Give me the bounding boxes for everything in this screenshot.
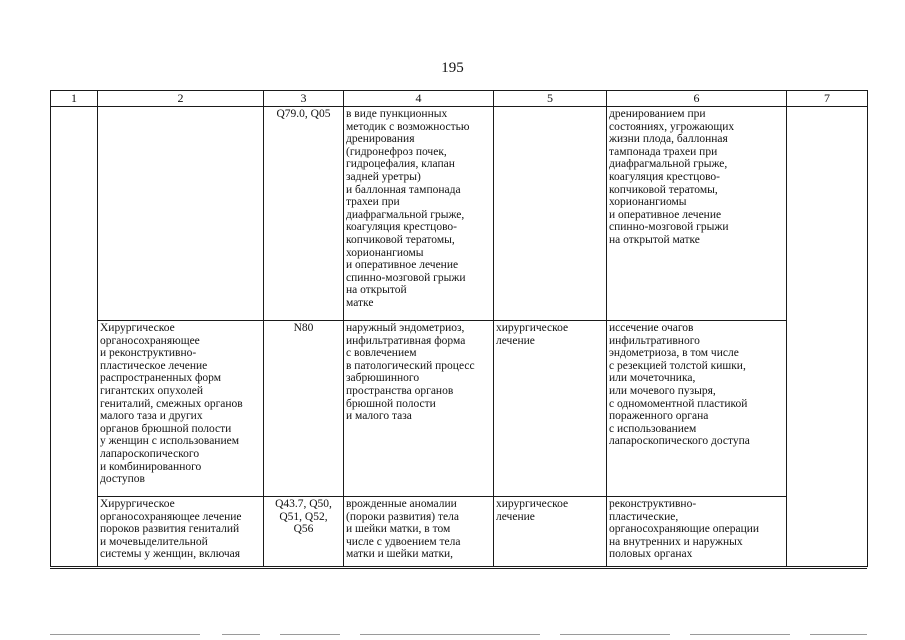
column-header-1: 1 xyxy=(51,91,98,107)
patient-model-cell: врожденные аномалии (пороки развития) тела и шейки матки, в том числе с удвоением тела матки и шейки матки, xyxy=(344,497,494,567)
treatment-group-cell: Хирургическое органосохраняющее и реконструктивно- пластическое лечение распространенных форм гигантских опухолей гениталий, смежных органов малого таза и других органов брюшной полости у женщин с использованием лапароскопического и комбинированного доступов xyxy=(98,321,264,497)
footer-rule xyxy=(360,634,540,635)
services-table xyxy=(50,90,868,567)
treatment-type-cell xyxy=(494,107,607,321)
footer-rule xyxy=(810,634,867,635)
footer-rule xyxy=(50,634,200,635)
column-header-5: 5 xyxy=(494,91,607,107)
patient-model-cell: в виде пункционных методик с возможностью дренирования (гидронефроз почек, гидроцефалия, клапан задней уретры) и баллонная тампонада трахеи при диафрагмальной грыже, коагуляция крестцово- копчиковой тератомы, хорионангиомы и оперативное лечение спинно-мозговой грыжи на открытой матке xyxy=(344,107,494,321)
icd-code-cell: N80 xyxy=(264,321,344,497)
treatment-method-cell: иссечение очагов инфильтративного эндометриоза, в том числе с резекцией толстой кишки, или мочеточника, или мочевого пузыря, с одномоментной пластикой пораженного органа с использованием лапароскопического доступа xyxy=(607,321,787,497)
treatment-group-cell: Хирургическое органосохраняющее лечение пороков развития гениталий и мочевыделительной системы у женщин, включая xyxy=(98,497,264,567)
column-header-4: 4 xyxy=(344,91,494,107)
cost-cell xyxy=(787,107,868,567)
treatment-type-cell: хирургическое лечение xyxy=(494,321,607,497)
icd-code-cell: Q79.0, Q05 xyxy=(264,107,344,321)
footer-rule xyxy=(690,634,790,635)
treatment-type-cell: хирургическое лечение xyxy=(494,497,607,567)
column-header-3: 3 xyxy=(264,91,344,107)
column-header-2: 2 xyxy=(98,91,264,107)
treatment-method-cell: реконструктивно- пластические, органосохраняющие операции на внутренних и наружных половых органах xyxy=(607,497,787,567)
table-row xyxy=(51,321,868,497)
footer-rule xyxy=(560,634,670,635)
row-number-cell xyxy=(51,107,98,567)
column-header-6: 6 xyxy=(607,91,787,107)
treatment-method-cell: дренированием при состояниях, угрожающих жизни плода, баллонная тампонада трахеи при диафрагмальной грыже, коагуляция крестцово- копчиковой тератомы, хорионангиомы и оперативное лечение спинно-мозговой грыжи на открытой матке xyxy=(607,107,787,321)
table-row xyxy=(51,497,868,567)
footer-rule xyxy=(280,634,340,635)
patient-model-cell: наружный эндометриоз, инфильтративная форма с вовлечением в патологический процесс забрюшинного пространства органов брюшной полости и малого таза xyxy=(344,321,494,497)
header-row xyxy=(51,91,868,107)
page-number: 195 xyxy=(441,60,464,76)
footer-rule xyxy=(222,634,260,635)
treatment-group-cell xyxy=(98,107,264,321)
column-header-7: 7 xyxy=(787,91,868,107)
table-bottom-edge xyxy=(50,568,867,569)
table-row xyxy=(51,107,868,321)
icd-code-cell: Q43.7, Q50, Q51, Q52, Q56 xyxy=(264,497,344,567)
